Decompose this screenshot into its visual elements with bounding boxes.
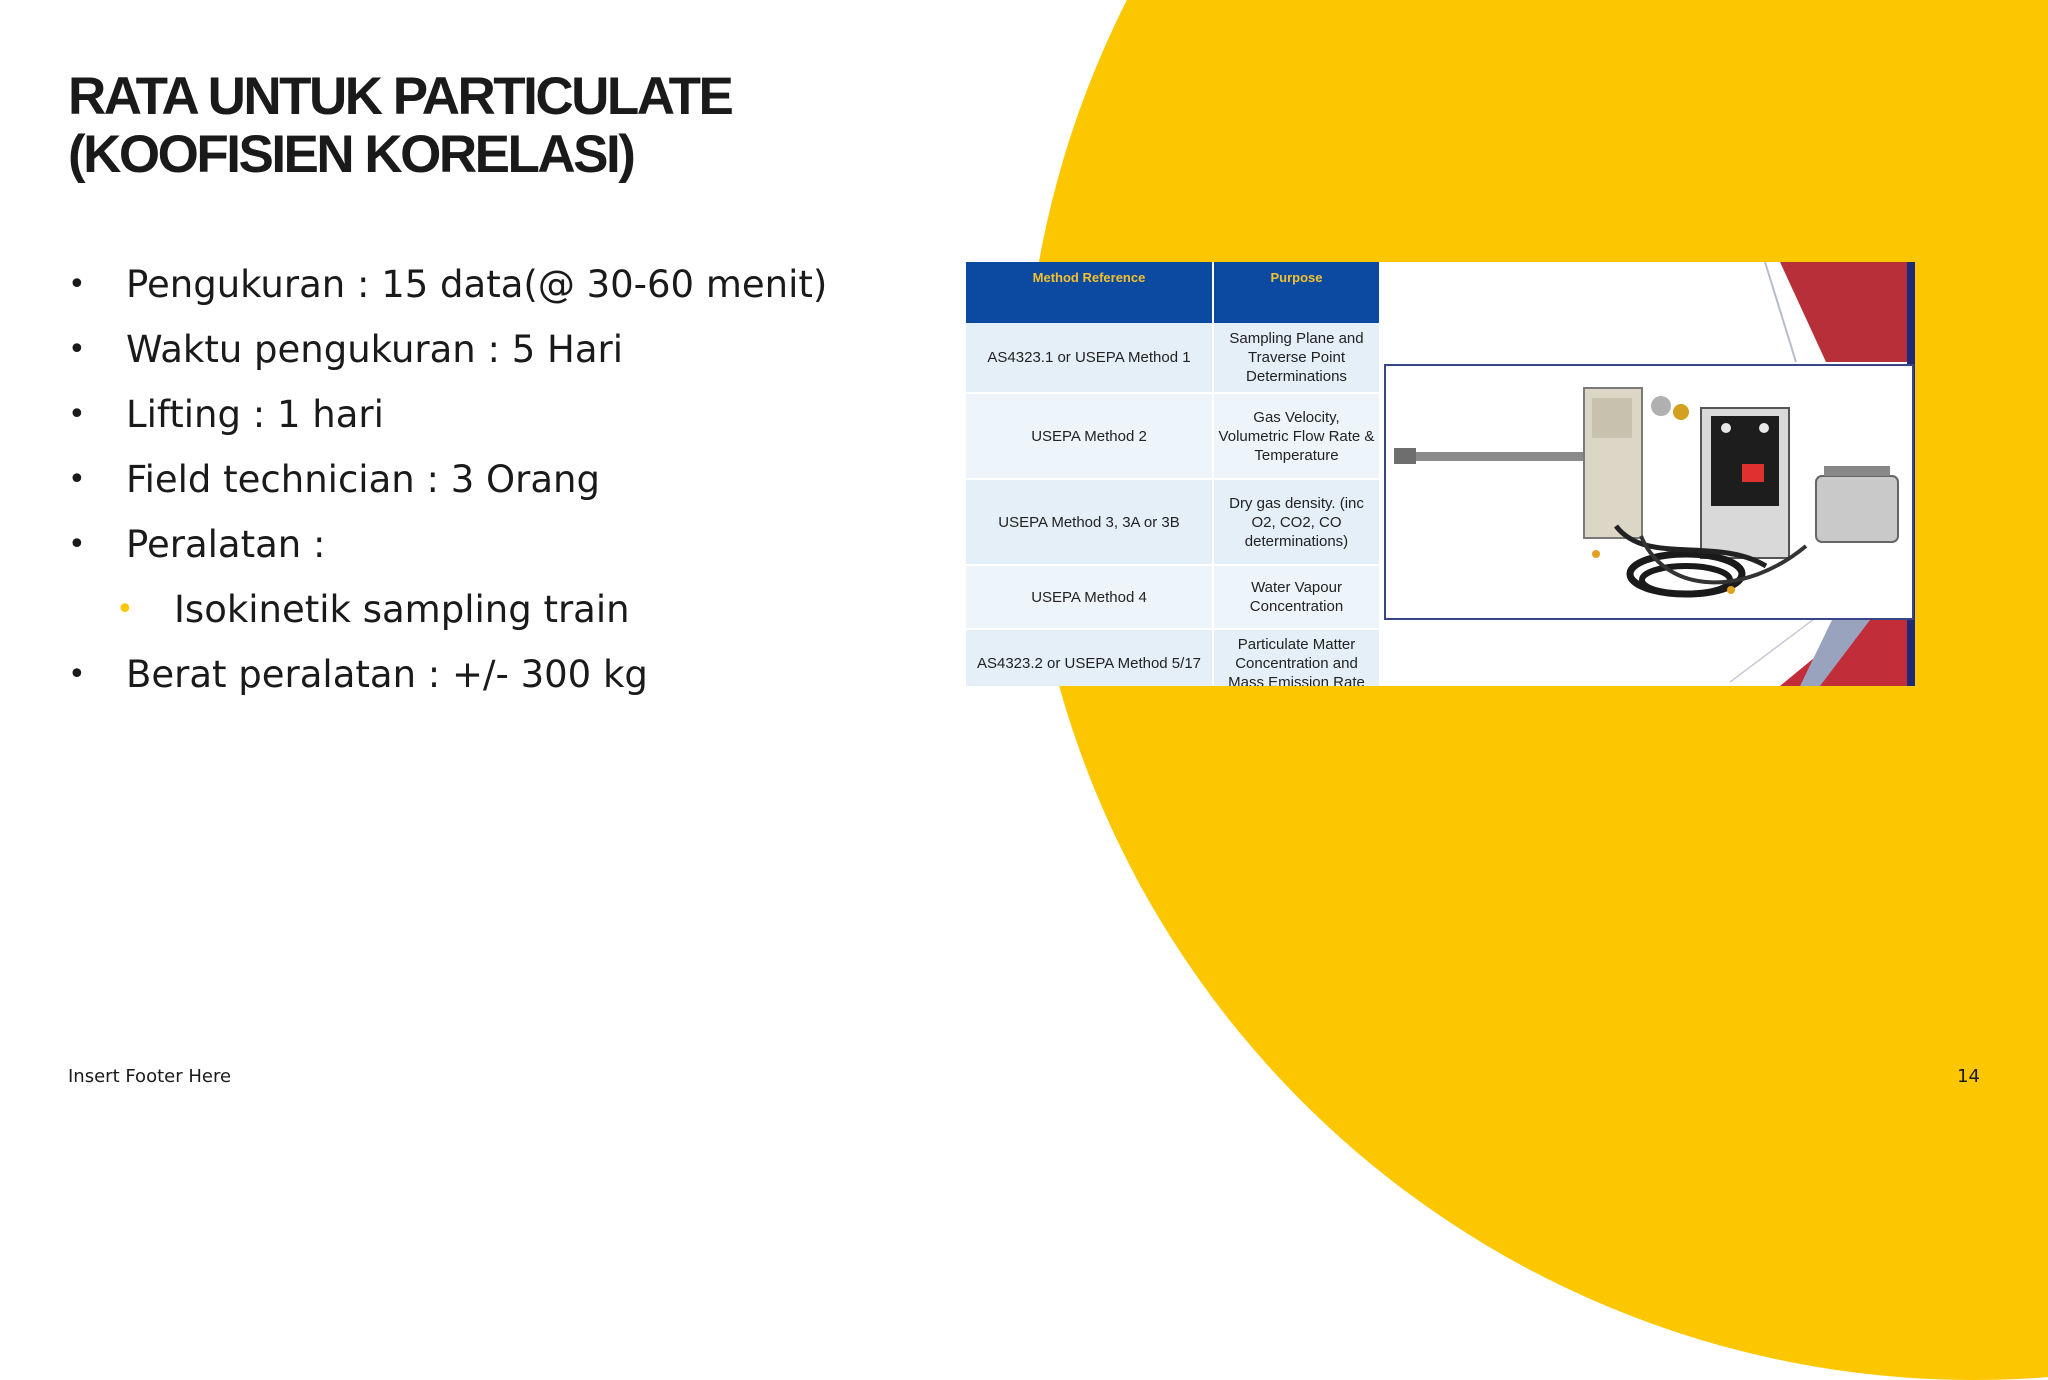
equipment-photo (1384, 364, 1914, 620)
bullet-text: Pengukuran : 15 data(@ 30-60 menit) (126, 263, 828, 306)
table-header-row (966, 262, 1380, 323)
footer-text: Insert Footer Here (68, 1066, 232, 1087)
red-triangle-shape (1780, 262, 1915, 362)
bullet-dot-icon: • (68, 267, 86, 302)
header-method-reference: Method Reference (966, 262, 1213, 323)
cell-method-reference: USEPA Method 2 (966, 393, 1213, 479)
bullet-dot-icon: • (68, 397, 86, 432)
bullet-item (68, 252, 827, 317)
bullet-dot-icon: • (68, 332, 86, 367)
cell-purpose: Gas Velocity, Volumetric Flow Rate & Temperature (1213, 393, 1380, 479)
table-row (966, 323, 1380, 393)
method-table (966, 262, 1381, 686)
title-line-2: (KOOFISIEN KORELASI) (68, 125, 634, 184)
cell-purpose: Sampling Plane and Traverse Point Determinations (1213, 323, 1380, 393)
equipment-illustration (1386, 366, 1912, 618)
bullet-text: Peralatan : (126, 523, 326, 566)
page-number: 14 (1957, 1066, 1980, 1087)
title-line-1: RATA UNTUK PARTICULATE (68, 67, 732, 126)
cell-purpose: Particulate Matter Concentration and Mass Emission Rate (1213, 629, 1380, 686)
bullet-text: Isokinetik sampling train (174, 588, 630, 631)
method-figure (966, 262, 1915, 686)
table-row (966, 629, 1380, 686)
bullet-list (68, 252, 827, 707)
bullet-item (68, 512, 827, 577)
slide-title (68, 68, 731, 184)
cell-method-reference: AS4323.1 or USEPA Method 1 (966, 323, 1213, 393)
table-row (966, 565, 1380, 629)
bullet-dot-icon: • (68, 657, 86, 692)
bullet-text: Berat peralatan : +/- 300 kg (126, 653, 648, 696)
cell-purpose: Dry gas density. (inc O2, CO2, CO determinations) (1213, 479, 1380, 565)
yellow-background-shape (1024, 0, 2048, 1380)
bullet-item (68, 642, 827, 707)
table-row (966, 479, 1380, 565)
cell-purpose: Water Vapour Concentration (1213, 565, 1380, 629)
header-purpose: Purpose (1213, 262, 1380, 323)
bullet-item (68, 317, 827, 382)
cell-method-reference: USEPA Method 4 (966, 565, 1213, 629)
table-row (966, 393, 1380, 479)
bullet-item (68, 447, 827, 512)
bullet-dot-icon: • (68, 462, 86, 497)
cell-method-reference: AS4323.2 or USEPA Method 5/17 (966, 629, 1213, 686)
bullet-dot-icon: • (116, 592, 134, 627)
bullet-item (68, 382, 827, 447)
bullet-text: Field technician : 3 Orang (126, 458, 600, 501)
cell-method-reference: USEPA Method 3, 3A or 3B (966, 479, 1213, 565)
bullet-text: Waktu pengukuran : 5 Hari (126, 328, 624, 371)
bullet-item (68, 577, 827, 642)
bullet-text: Lifting : 1 hari (126, 393, 384, 436)
bullet-dot-icon: • (68, 527, 86, 562)
